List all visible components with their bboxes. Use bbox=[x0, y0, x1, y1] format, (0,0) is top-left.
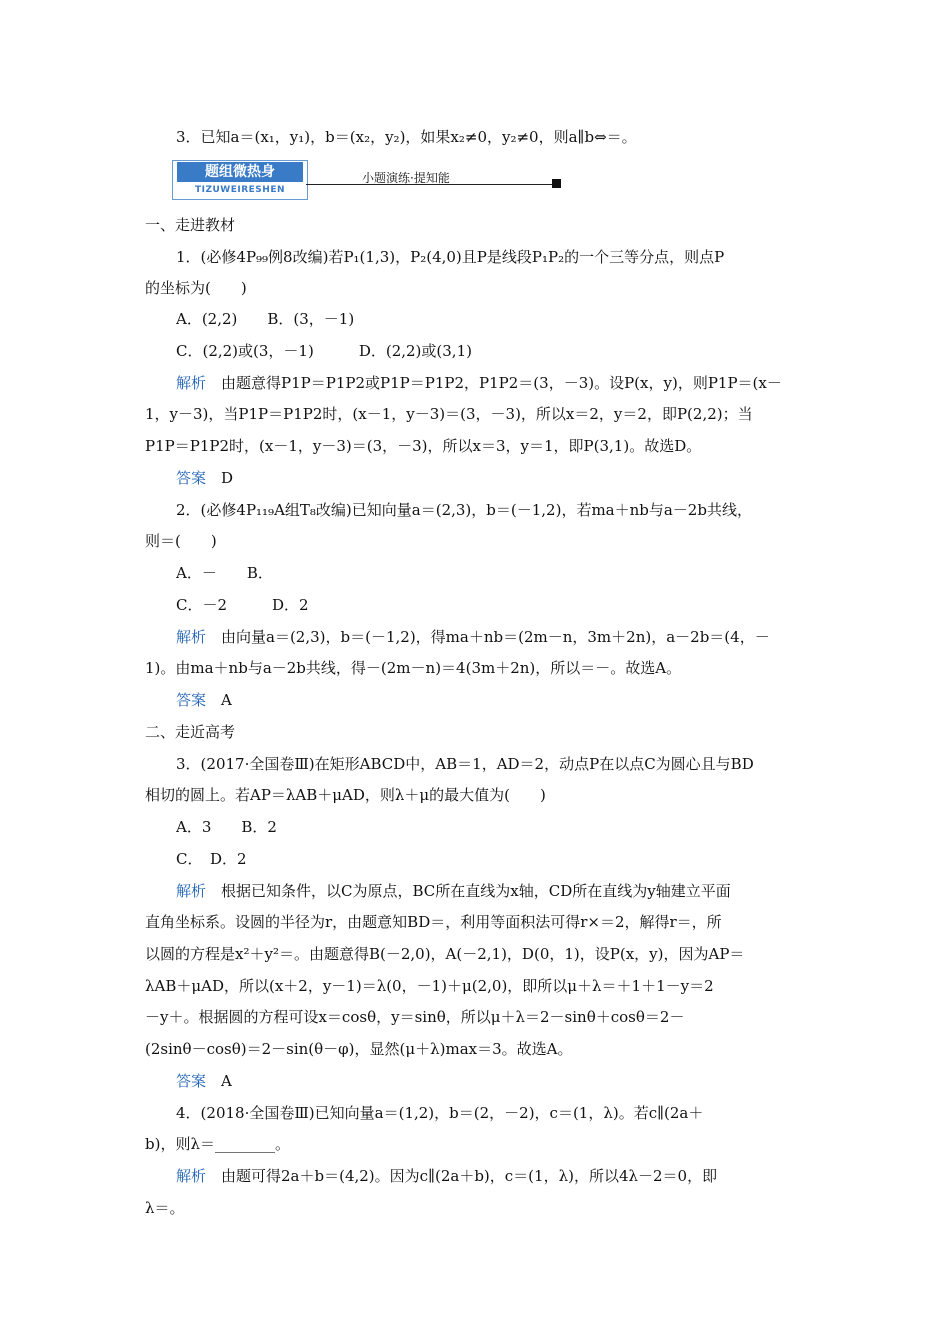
answer-line bbox=[176, 1071, 810, 1091]
analysis-line bbox=[176, 881, 810, 901]
question-line: 的坐标为( ) bbox=[145, 279, 247, 297]
answer-text: A bbox=[206, 691, 232, 709]
answer-label: 答案 bbox=[176, 1072, 207, 1090]
analysis-line: 直角坐标系。设圆的半径为r，由题意知BD＝，利用等面积法可得r×＝2，解得r＝，所 bbox=[145, 913, 722, 931]
analysis-line bbox=[176, 373, 810, 393]
analysis-text: 由题意得P1P＝P1P2或P1P＝P1P2，P1P2＝(3，－3)。设P(x，y)，则P1P＝(x－ bbox=[206, 374, 782, 392]
section-banner bbox=[172, 160, 564, 202]
analysis-line: 1，y－3)，当P1P＝P1P2时，(x－1，y－3)＝(3，－3)，所以x＝2，y＝2，即P(2,2)；当 bbox=[145, 405, 753, 423]
analysis-line: (2sinθ－cosθ)＝2－sin(θ－φ)，显然(μ＋λ)max＝3。故选A。 bbox=[145, 1040, 573, 1058]
question-line: 4．(2018·全国卷Ⅲ)已知向量a＝(1,2)，b＝(2，－2)，c＝(1，λ)。若c∥(2a＋ bbox=[176, 1104, 704, 1122]
answer-label: 答案 bbox=[176, 691, 207, 709]
question-line: 则＝( ) bbox=[145, 532, 217, 550]
banner-end-square bbox=[552, 179, 561, 188]
analysis-label: 解析 bbox=[176, 374, 207, 392]
question-line: b)，则λ＝________。 bbox=[145, 1135, 290, 1153]
question-line: 1．(必修4P₉₉例8改编)若P₁(1,3)，P₂(4,0)且P是线段P₁P₂的一个三等分点，则点P bbox=[176, 248, 725, 266]
text-line: 3．已知a＝(x₁，y₁)，b＝(x₂，y₂)，如果x₂≠0，y₂≠0，则a∥b⇔＝。 bbox=[176, 128, 637, 146]
analysis-text: 由向量a＝(2,3)，b＝(－1,2)，得ma＋nb＝(2m－n，3m＋2n)，a－2b＝(4，－ bbox=[206, 628, 770, 646]
analysis-line: λ＝。 bbox=[145, 1199, 185, 1217]
analysis-label: 解析 bbox=[176, 1167, 207, 1185]
section-heading: 二、走近高考 bbox=[145, 723, 236, 741]
option-line: A．(2,2) B．(3，－1) bbox=[176, 310, 355, 328]
question-line: 相切的圆上。若AP＝λAB＋μAD，则λ＋μ的最大值为( ) bbox=[145, 786, 546, 804]
option-line: C．(2,2)或(3，－1) D．(2,2)或(3,1) bbox=[176, 342, 472, 360]
banner-title: 题组微热身 bbox=[177, 162, 303, 182]
section-heading: 一、走进教材 bbox=[145, 216, 236, 234]
banner-box bbox=[172, 160, 308, 200]
option-line: C． D．2 bbox=[176, 850, 247, 868]
analysis-line: P1P＝P1P2时，(x－1，y－3)＝(3，－3)，所以x＝3，y＝1，即P(3,1)。故选D。 bbox=[145, 437, 702, 455]
option-line: A．3 B．2 bbox=[176, 818, 277, 836]
answer-line bbox=[176, 468, 810, 488]
question-line: 2．(必修4P₁₁₉A组T₈改编)已知向量a＝(2,3)，b＝(－1,2)，若ma＋nb与a－2b共线， bbox=[176, 501, 752, 519]
analysis-line bbox=[176, 627, 810, 647]
question-line: 3．(2017·全国卷Ⅲ)在矩形ABCD中，AB＝1，AD＝2，动点P在以点C为圆心且与BD bbox=[176, 755, 754, 773]
option-line: C．－2 D．2 bbox=[176, 596, 309, 614]
analysis-line: －y＋。根据圆的方程可设x＝cosθ，y＝sinθ，所以μ＋λ＝2－sinθ＋cosθ＝2－ bbox=[145, 1008, 685, 1026]
answer-text: D bbox=[206, 469, 234, 487]
analysis-text: 由题可得2a＋b＝(4,2)。因为c∥(2a＋b)，c＝(1，λ)，所以4λ－2＝0，即 bbox=[206, 1167, 718, 1185]
banner-subtitle: TIZUWEIRESHEN bbox=[194, 185, 286, 195]
analysis-text: 根据已知条件，以C为原点，BC所在直线为x轴，CD所在直线为y轴建立平面 bbox=[206, 882, 731, 900]
analysis-label: 解析 bbox=[176, 882, 207, 900]
answer-label: 答案 bbox=[176, 469, 207, 487]
analysis-line: 1)。由ma＋nb与a－2b共线，得－(2m－n)＝4(3m＋2n)，所以＝－。故选A。 bbox=[145, 659, 682, 677]
analysis-line: 以圆的方程是x²＋y²＝。由题意得B(－2,0)，A(－2,1)，D(0，1)，设P(x，y)，因为AP＝ bbox=[145, 945, 745, 963]
banner-tag: 小题演练·提知能 bbox=[362, 171, 450, 185]
analysis-line bbox=[176, 1166, 810, 1186]
analysis-label: 解析 bbox=[176, 628, 207, 646]
analysis-line: λAB＋μAD，所以(x＋2，y－1)＝λ(0，－1)＋μ(2,0)，即所以μ＋λ＝＋1＋1－y＝2 bbox=[145, 977, 714, 995]
answer-text: A bbox=[206, 1072, 232, 1090]
option-line: A．－ B． bbox=[176, 564, 273, 582]
answer-line bbox=[176, 690, 810, 710]
